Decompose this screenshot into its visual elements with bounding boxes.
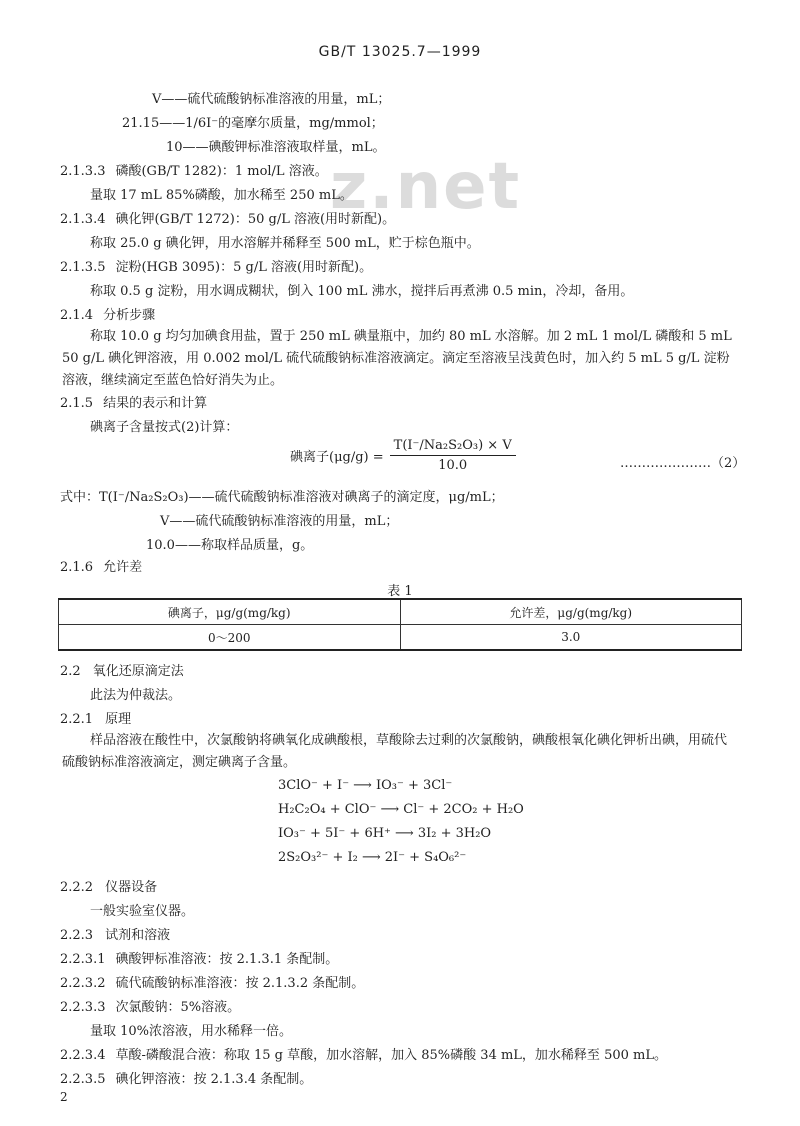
section-2-2-3: 2.2.3 试剂和溶液 — [60, 928, 171, 943]
var-row: 式中：T(I⁻/Na₂S₂O₃)——硫代硫酸钠标准溶液对碘离子的滴定度，μg/mL； — [60, 490, 504, 505]
page-header: GB/T 13025.7—1999 — [318, 44, 482, 60]
section-2-1-3-3: 2.1.3.3 磷酸(GB/T 1282)：1 mol/L 溶液。 — [60, 164, 328, 179]
table-1 — [58, 598, 742, 651]
column-header: 允许差，μg/g(mg/kg) — [400, 599, 742, 625]
column-header: 碘离子，μg/g(mg/kg) — [59, 599, 401, 625]
section-2-2-3-1: 2.2.3.1 碘酸钾标准溶液：按 2.1.3.1 条配制。 — [60, 952, 339, 967]
section-text: 量取 10%浓溶液，用水稀释一倍。 — [90, 1024, 293, 1039]
section-2-2-3-4: 2.2.3.4 草酸-磷酸混合液：称取 15 g 草酸，加水溶解，加入 85%磷酸 34 mL，加水稀释至 500 mL。 — [60, 1048, 667, 1063]
section-text: 称取 0.5 g 淀粉，用水调成糊状，倒入 100 mL 沸水，搅拌后再煮沸 0.5 min，冷却，备用。 — [90, 284, 634, 299]
section-text: 一般实验室仪器。 — [90, 904, 195, 919]
watermark: z.net — [330, 150, 522, 224]
section-2-2-3-2: 2.2.3.2 硫代硫酸钠标准溶液：按 2.1.3.2 条配制。 — [60, 976, 365, 991]
section-paragraph: 样品溶液在酸性中，次氯酸钠将碘氧化成碘酸根，草酸除去过剩的次氯酸钠，碘酸根氧化碘化钾析出碘，用硫代硫酸钠标准溶液滴定，测定碘离子含量。 — [62, 733, 728, 770]
section-text: 量取 17 mL 85%磷酸，加水稀至 250 mL。 — [90, 188, 353, 203]
section-2-2: 2.2 氧化还原滴定法 — [60, 664, 184, 679]
section-2-1-5: 2.1.5 结果的表示和计算 — [60, 396, 208, 411]
page-number: 2 — [60, 1090, 68, 1104]
formula-denominator: 10.0 — [438, 458, 468, 473]
formula-numerator: T(I⁻/Na₂S₂O₃) × V — [393, 438, 512, 453]
formula-2 — [290, 438, 516, 473]
reaction-equation: IO₃⁻ + 5I⁻ + 6H⁺ ⟶ 3I₂ + 3H₂O — [278, 826, 492, 841]
section-2-1-6: 2.1.6 允许差 — [60, 560, 143, 575]
table-title: 表 1 — [387, 584, 413, 599]
var-row: 21.15——1/6I⁻的毫摩尔质量，mg/mmol； — [122, 116, 384, 131]
section-2-1-3-4: 2.1.3.4 碘化钾(GB/T 1272)：50 g/L 溶液(用时新配)。 — [60, 212, 396, 227]
section-text: 碘离子含量按式(2)计算： — [90, 420, 239, 435]
var-row: 10——碘酸钾标准溶液取样量，mL。 — [166, 140, 386, 155]
table-cell: 3.0 — [400, 625, 742, 651]
section-text: 此法为仲裁法。 — [90, 688, 182, 703]
table-row — [59, 625, 742, 651]
formula-fraction — [390, 438, 516, 473]
section-2-2-1: 2.2.1 原理 — [60, 712, 132, 727]
reaction-equation: 2S₂O₃²⁻ + I₂ ⟶ 2I⁻ + S₄O₆²⁻ — [278, 850, 467, 865]
section-paragraph: 称取 10.0 g 均匀加碘食用盐，置于 250 mL 碘量瓶中，加约 80 mL 水溶解。加 2 mL 1 mol/L 磷酸和 5 mL 50 g/L 碘化钾溶液，用 0.002 mol/L 硫代硫酸钠标准溶液滴定。滴定至溶液呈浅黄色时，加入约 5 mL 5 g/L 淀粉溶液，继续滴定至蓝色恰好消失为止。 — [62, 329, 732, 388]
section-2-2-3-3: 2.2.3.3 次氯酸钠：5%溶液。 — [60, 1000, 241, 1015]
var-row: V——硫代硫酸钠标准溶液的用量，mL； — [160, 514, 399, 529]
equation-number: …………………（2） — [620, 456, 746, 471]
reaction-equation: H₂C₂O₄ + ClO⁻ ⟶ Cl⁻ + 2CO₂ + H₂O — [278, 802, 524, 817]
section-2-2-2: 2.2.2 仪器设备 — [60, 880, 158, 895]
table-cell: 0～200 — [59, 625, 401, 651]
section-2-1-4: 2.1.4 分析步骤 — [60, 308, 156, 323]
table-header-row — [59, 599, 742, 625]
section-2-2-3-5: 2.2.3.5 碘化钾溶液：按 2.1.3.4 条配制。 — [60, 1072, 313, 1087]
section-2-1-3-5: 2.1.3.5 淀粉(HGB 3095)：5 g/L 溶液(用时新配)。 — [60, 260, 373, 275]
reaction-equation: 3ClO⁻ + I⁻ ⟶ IO₃⁻ + 3Cl⁻ — [278, 778, 453, 793]
formula-lhs: 碘离子(μg/g) = — [290, 450, 384, 465]
section-text: 称取 25.0 g 碘化钾，用水溶解并稀释至 500 mL，贮于棕色瓶中。 — [90, 236, 480, 251]
var-row: 10.0——称取样品质量，g。 — [146, 538, 314, 553]
var-row: V——硫代硫酸钠标准溶液的用量，mL； — [152, 92, 391, 107]
